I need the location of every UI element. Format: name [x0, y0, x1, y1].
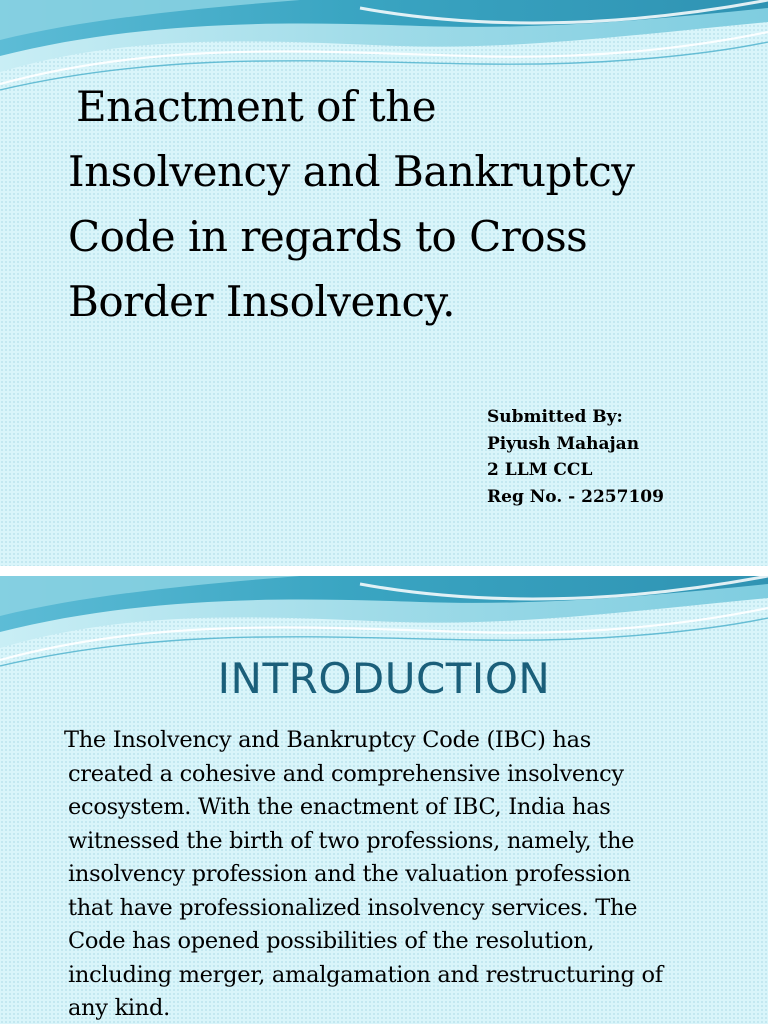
- slide-separator: [0, 566, 768, 576]
- author-name: Piyush Mahajan: [487, 433, 640, 454]
- paragraph-line: insolvency profession and the valuation profession: [68, 861, 631, 887]
- paragraph-line: including merger, amalgamation and restructuring of: [68, 961, 663, 988]
- author-reg-number: Reg No. - 2257109: [487, 486, 664, 507]
- paragraph-line: created a cohesive and comprehensive insolvency: [68, 760, 624, 787]
- paragraph-line: ecosystem. With the enactment of IBC, India has: [68, 794, 611, 820]
- title-line: Code in regards to Cross: [68, 212, 588, 261]
- title-line: Border Insolvency.: [68, 277, 455, 326]
- slide-heading: INTRODUCTION: [217, 654, 551, 703]
- submitted-label: Submitted By:: [487, 407, 623, 427]
- paragraph-line: that have professionalized insolvency services. The: [68, 894, 638, 921]
- submitted-by-block: [487, 404, 664, 510]
- title-line: Enactment of the: [76, 82, 437, 131]
- introduction-paragraph: [64, 724, 748, 1024]
- paragraph-line: witnessed the birth of two professions, namely, the: [68, 827, 635, 854]
- paragraph-line: any kind.: [68, 995, 170, 1021]
- paragraph-line: The Insolvency and Bankruptcy Code (IBC) has: [64, 727, 591, 753]
- slide-title: [68, 74, 758, 334]
- title-line: Insolvency and Bankruptcy: [68, 147, 635, 196]
- introduction-slide: [0, 576, 768, 1024]
- paragraph-line: Code has opened possibilities of the resolution,: [68, 928, 595, 954]
- author-course: 2 LLM CCL: [487, 460, 593, 480]
